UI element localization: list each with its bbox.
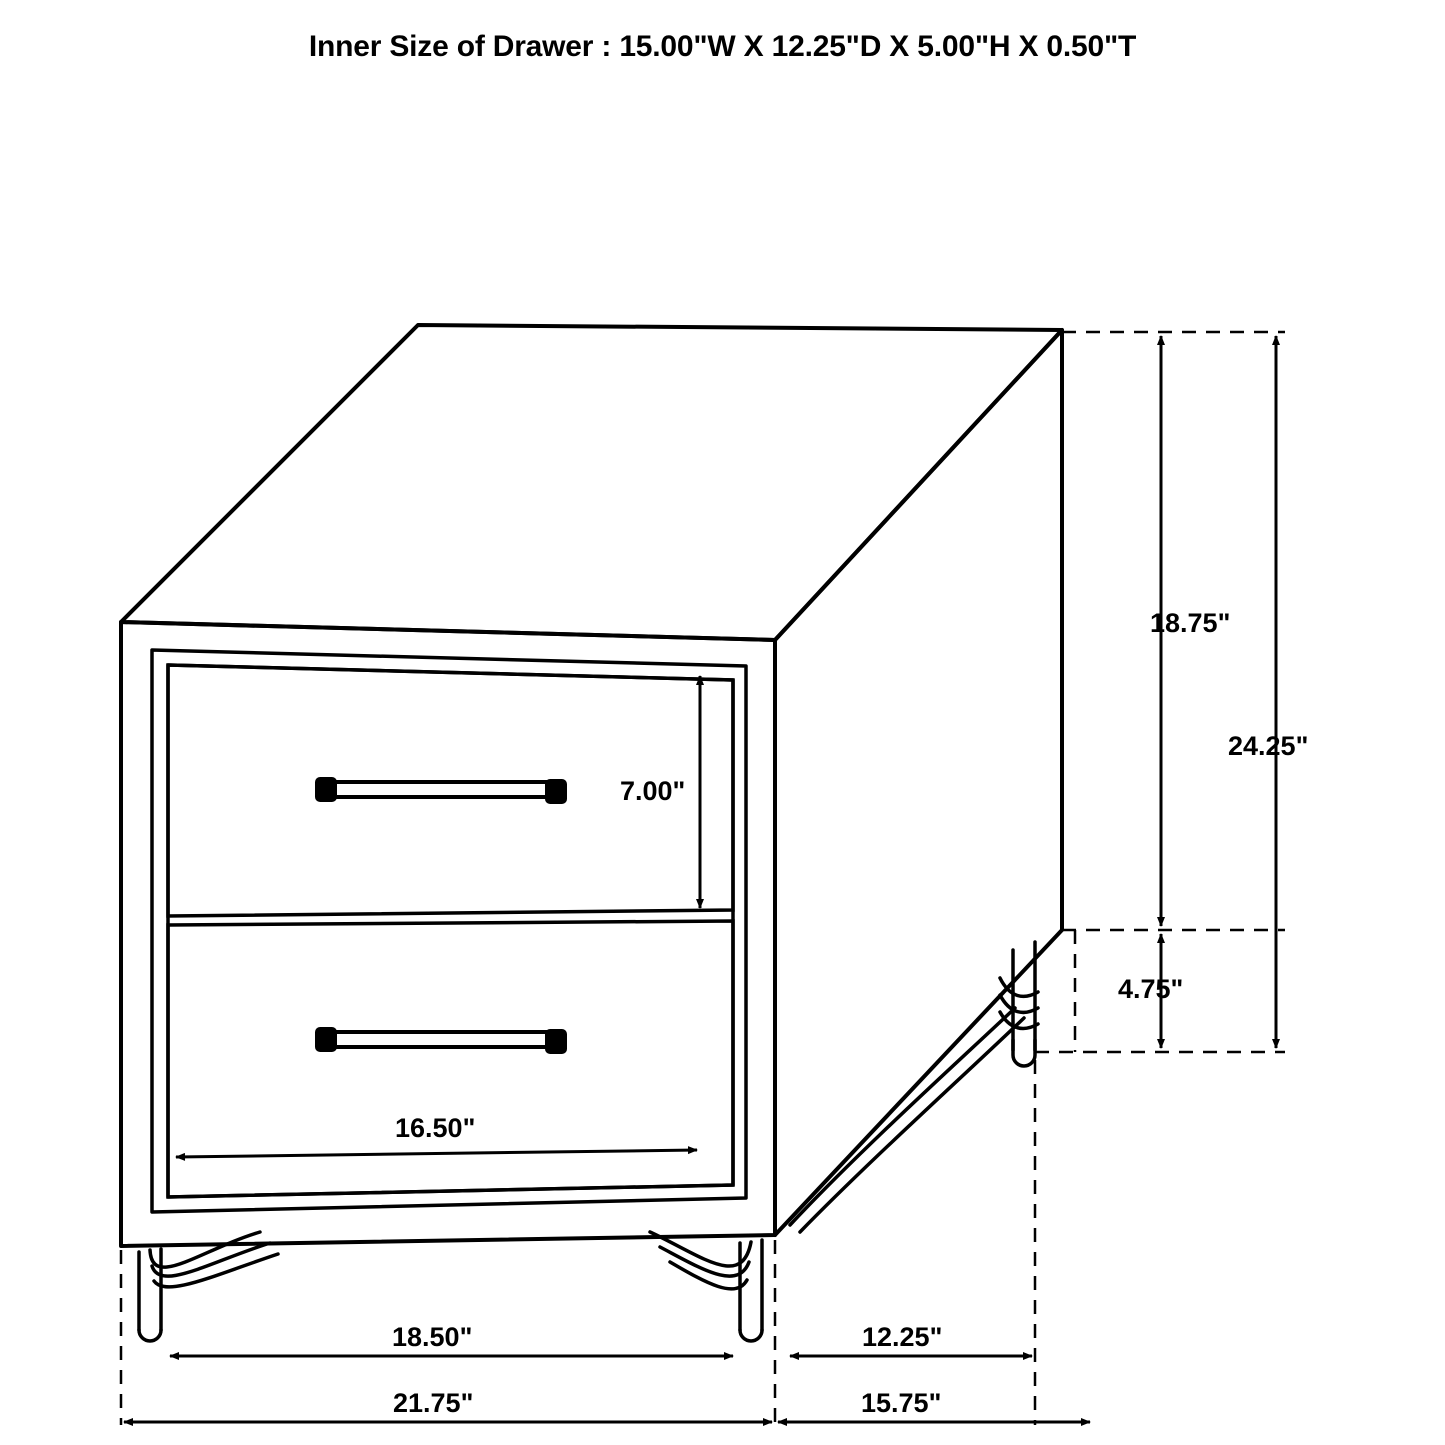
label-15-75: 15.75" [861, 1388, 942, 1418]
dim-24-25 [1228, 336, 1308, 1048]
label-24-25: 24.25" [1228, 731, 1309, 761]
label-21-75: 21.75" [393, 1388, 474, 1418]
dim-16-50 [176, 1113, 697, 1157]
label-12-25: 12.25" [862, 1322, 943, 1352]
drawer-handle-bottom [315, 1027, 567, 1054]
label-16-50: 16.50" [395, 1113, 476, 1143]
dim-21-75 [124, 1388, 772, 1422]
dim-12-25 [790, 1322, 1032, 1356]
extension-lines [121, 332, 1285, 1425]
drawer-handle-top [315, 777, 567, 804]
dim-15-75 [778, 1388, 1090, 1422]
legs [139, 942, 1038, 1341]
label-18-75: 18.75" [1150, 608, 1231, 638]
dim-4-75 [1118, 934, 1183, 1048]
label-18-50: 18.50" [392, 1322, 473, 1352]
label-7-00: 7.00" [620, 776, 686, 806]
dim-18-50 [170, 1322, 733, 1356]
cabinet-body [121, 325, 1062, 1246]
dim-7-00 [620, 676, 700, 908]
page-title: Inner Size of Drawer : 15.00"W X 12.25"D X 5.00"H X 0.50"T [308, 30, 1137, 63]
label-4-75: 4.75" [1118, 974, 1184, 1004]
dim-18-75 [1150, 336, 1230, 926]
